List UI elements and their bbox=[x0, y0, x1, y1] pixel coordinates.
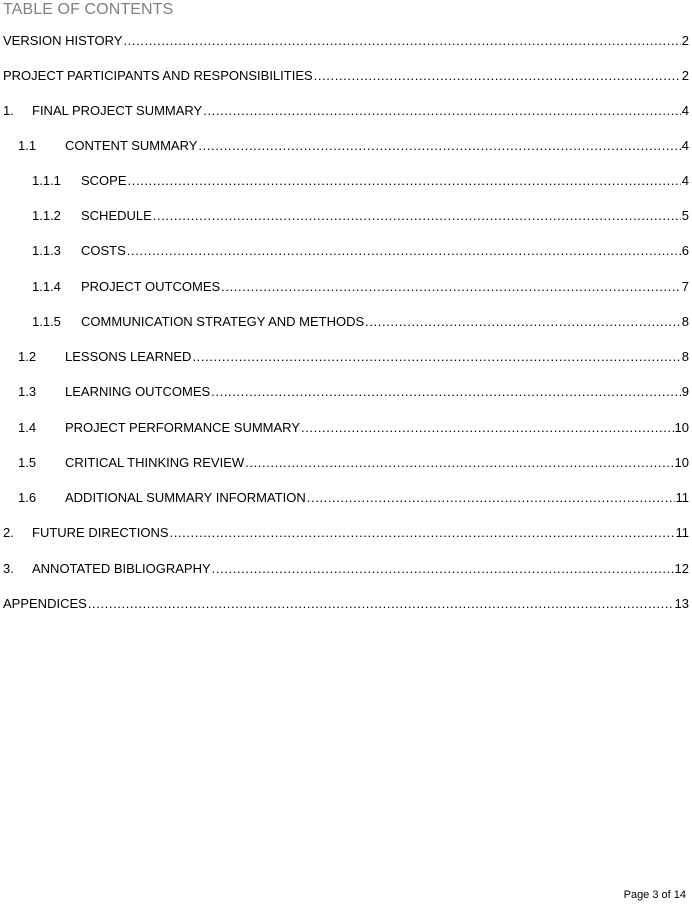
toc-entry-page: 4 bbox=[681, 138, 689, 153]
toc-entry-page: 10 bbox=[674, 420, 689, 435]
toc-leader bbox=[211, 384, 681, 400]
toc-entry-critical-thinking-review[interactable] bbox=[18, 453, 689, 471]
toc-entry-label: PROJECT OUTCOMES bbox=[81, 279, 221, 294]
toc-entry-number: 1.1.4 bbox=[32, 279, 61, 294]
toc-leader bbox=[170, 525, 675, 541]
toc-entry-costs[interactable] bbox=[32, 241, 689, 259]
toc-entry-project-participants[interactable] bbox=[3, 66, 689, 84]
toc-entry-scope[interactable] bbox=[32, 171, 689, 189]
toc-leader bbox=[153, 208, 681, 224]
toc-entry-number: 1.1.3 bbox=[32, 243, 61, 258]
toc-entry-page: 9 bbox=[681, 384, 689, 399]
toc-leader bbox=[365, 314, 681, 330]
toc-entry-number: 1.1.2 bbox=[32, 208, 61, 223]
toc-entry-additional-summary-information[interactable] bbox=[18, 488, 689, 506]
toc-leader bbox=[203, 103, 681, 119]
toc-leader bbox=[212, 561, 674, 577]
toc-entry-appendices[interactable] bbox=[3, 594, 689, 612]
toc-entry-number: 2. bbox=[3, 525, 14, 540]
toc-entry-page: 7 bbox=[681, 279, 689, 294]
toc-entry-number: 1.2 bbox=[18, 349, 37, 364]
toc-entry-annotated-bibliography[interactable] bbox=[3, 559, 689, 577]
toc-leader bbox=[245, 455, 673, 471]
toc-entry-schedule[interactable] bbox=[32, 206, 689, 224]
toc-entry-final-project-summary[interactable] bbox=[3, 101, 689, 119]
toc-leader bbox=[221, 279, 681, 295]
toc-leader bbox=[128, 173, 681, 189]
toc-entry-page: 8 bbox=[681, 349, 689, 364]
toc-entry-page: 4 bbox=[681, 103, 689, 118]
toc-entry-label: LESSONS LEARNED bbox=[65, 349, 192, 364]
toc-entry-communication-strategy[interactable] bbox=[32, 312, 689, 330]
toc-entry-label: VERSION HISTORY bbox=[3, 33, 123, 48]
toc-entry-label: ANNOTATED BIBLIOGRAPHY bbox=[32, 561, 211, 576]
toc-entry-label: PROJECT PARTICIPANTS AND RESPONSIBILITIES bbox=[3, 68, 313, 83]
toc-entry-number: 1.1 bbox=[18, 138, 37, 153]
toc-entry-label: SCHEDULE bbox=[81, 208, 152, 223]
toc-entry-label: SCOPE bbox=[81, 173, 127, 188]
toc-entry-page: 5 bbox=[681, 208, 689, 223]
toc-entry-number: 1. bbox=[3, 103, 14, 118]
toc-entry-number: 1.1.5 bbox=[32, 314, 61, 329]
toc-entry-page: 8 bbox=[681, 314, 689, 329]
toc-leader bbox=[198, 138, 680, 154]
page-title: TABLE OF CONTENTS bbox=[3, 1, 174, 18]
toc-entry-project-outcomes[interactable] bbox=[32, 277, 689, 295]
toc-entry-label: CRITICAL THINKING REVIEW bbox=[65, 455, 245, 470]
toc-entry-label: LEARNING OUTCOMES bbox=[65, 384, 211, 399]
toc-entry-project-performance-summary[interactable] bbox=[18, 418, 689, 436]
toc-leader bbox=[127, 243, 681, 259]
toc-entry-page: 11 bbox=[675, 490, 689, 505]
toc-entry-content-summary[interactable] bbox=[18, 136, 689, 154]
toc-leader bbox=[192, 349, 680, 365]
toc-entry-number: 1.1.1 bbox=[32, 173, 61, 188]
toc-entry-page: 2 bbox=[681, 33, 689, 48]
toc-entry-number: 1.5 bbox=[18, 455, 37, 470]
toc-entry-label: COSTS bbox=[81, 243, 126, 258]
toc-entry-number: 1.3 bbox=[18, 384, 37, 399]
toc-entry-page: 6 bbox=[681, 243, 689, 258]
page-footer: Page 3 of 14 bbox=[623, 889, 686, 901]
toc-entry-label: FUTURE DIRECTIONS bbox=[32, 525, 169, 540]
toc-entry-number: 1.6 bbox=[18, 490, 37, 505]
toc-entry-label: COMMUNICATION STRATEGY AND METHODS bbox=[81, 314, 365, 329]
toc-entry-future-directions[interactable] bbox=[3, 523, 689, 541]
toc-entry-page: 2 bbox=[681, 68, 689, 83]
toc-entry-page: 13 bbox=[674, 596, 689, 611]
toc-entry-label: FINAL PROJECT SUMMARY bbox=[32, 103, 203, 118]
toc-entry-page: 11 bbox=[675, 525, 689, 540]
toc-leader bbox=[301, 420, 674, 436]
toc-entry-number: 3. bbox=[3, 561, 14, 576]
toc-entry-label: ADDITIONAL SUMMARY INFORMATION bbox=[65, 490, 306, 505]
toc-entry-page: 4 bbox=[681, 173, 689, 188]
toc-entry-label: PROJECT PERFORMANCE SUMMARY bbox=[65, 420, 300, 435]
toc-entry-page: 12 bbox=[674, 561, 689, 576]
toc-leader bbox=[88, 596, 674, 612]
toc-entry-lessons-learned[interactable] bbox=[18, 347, 689, 365]
toc-leader bbox=[123, 33, 680, 49]
toc-entry-page: 10 bbox=[674, 455, 689, 470]
toc-leader bbox=[307, 490, 675, 506]
toc-leader bbox=[314, 68, 681, 84]
toc-entry-learning-outcomes[interactable] bbox=[18, 382, 689, 400]
toc-entry-label: CONTENT SUMMARY bbox=[65, 138, 198, 153]
toc-entry-number: 1.4 bbox=[18, 420, 37, 435]
toc-entry-label: APPENDICES bbox=[3, 596, 87, 611]
toc-entry-version-history[interactable] bbox=[3, 31, 689, 49]
